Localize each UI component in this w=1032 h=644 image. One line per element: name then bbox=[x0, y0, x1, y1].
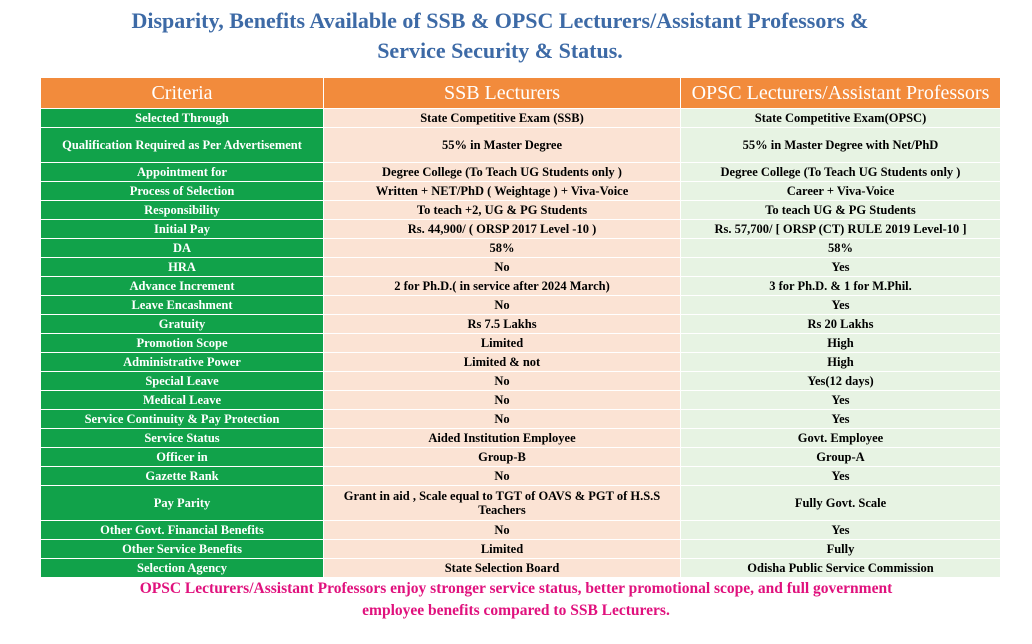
table-row bbox=[41, 220, 1001, 239]
summary-line-1: OPSC Lecturers/Assistant Professors enjoy stronger service status, better promotional scope, and full government bbox=[139, 580, 893, 597]
table-row bbox=[41, 410, 1001, 429]
table-row bbox=[41, 258, 1001, 277]
cell-opsc: High bbox=[681, 353, 1001, 372]
cell-ssb: No bbox=[324, 258, 681, 277]
table-row bbox=[41, 372, 1001, 391]
header-criteria: Criteria bbox=[41, 78, 324, 109]
table-row bbox=[41, 467, 1001, 486]
cell-criteria: Officer in bbox=[41, 448, 324, 467]
cell-opsc: 55% in Master Degree with Net/PhD bbox=[681, 128, 1001, 163]
cell-criteria: Pay Parity bbox=[41, 486, 324, 521]
comparison-table bbox=[40, 77, 1001, 578]
cell-opsc: Yes bbox=[681, 410, 1001, 429]
cell-ssb: No bbox=[324, 521, 681, 540]
cell-opsc: To teach UG & PG Students bbox=[681, 201, 1001, 220]
cell-opsc: 3 for Ph.D. & 1 for M.Phil. bbox=[681, 277, 1001, 296]
cell-criteria: Leave Encashment bbox=[41, 296, 324, 315]
cell-ssb: Aided Institution Employee bbox=[324, 429, 681, 448]
cell-opsc: High bbox=[681, 334, 1001, 353]
cell-criteria: DA bbox=[41, 239, 324, 258]
cell-ssb: To teach +2, UG & PG Students bbox=[324, 201, 681, 220]
cell-criteria: Administrative Power bbox=[41, 353, 324, 372]
cell-opsc: Degree College (To Teach UG Students only ) bbox=[681, 163, 1001, 182]
cell-ssb: Limited bbox=[324, 334, 681, 353]
cell-ssb: Written + NET/PhD ( Weightage ) + Viva-Voice bbox=[324, 182, 681, 201]
cell-criteria: Selected Through bbox=[41, 109, 324, 128]
table-row bbox=[41, 182, 1001, 201]
cell-ssb: State Competitive Exam (SSB) bbox=[324, 109, 681, 128]
table-row bbox=[41, 540, 1001, 559]
cell-ssb: No bbox=[324, 296, 681, 315]
cell-ssb: No bbox=[324, 391, 681, 410]
cell-criteria: Advance Increment bbox=[41, 277, 324, 296]
cell-criteria: Process of Selection bbox=[41, 182, 324, 201]
cell-ssb: Limited & not bbox=[324, 353, 681, 372]
cell-criteria: Special Leave bbox=[41, 372, 324, 391]
table-row bbox=[41, 239, 1001, 258]
cell-opsc: Fully bbox=[681, 540, 1001, 559]
cell-criteria: HRA bbox=[41, 258, 324, 277]
cell-criteria: Gratuity bbox=[41, 315, 324, 334]
table-row bbox=[41, 334, 1001, 353]
cell-criteria: Appointment for bbox=[41, 163, 324, 182]
cell-criteria: Promotion Scope bbox=[41, 334, 324, 353]
cell-criteria: Selection Agency bbox=[41, 559, 324, 578]
cell-opsc: Rs. 57,700/ [ ORSP (CT) RULE 2019 Level-10 ] bbox=[681, 220, 1001, 239]
cell-opsc: Fully Govt. Scale bbox=[681, 486, 1001, 521]
cell-opsc: Yes bbox=[681, 258, 1001, 277]
cell-opsc: Yes bbox=[681, 521, 1001, 540]
cell-ssb: 2 for Ph.D.( in service after 2024 March) bbox=[324, 277, 681, 296]
cell-ssb: Grant in aid , Scale equal to TGT of OAVS & PGT of H.S.S Teachers bbox=[324, 486, 681, 521]
cell-ssb: Rs. 44,900/ ( ORSP 2017 Level -10 ) bbox=[324, 220, 681, 239]
cell-ssb: Limited bbox=[324, 540, 681, 559]
cell-opsc: State Competitive Exam(OPSC) bbox=[681, 109, 1001, 128]
cell-criteria: Other Service Benefits bbox=[41, 540, 324, 559]
table-row bbox=[41, 201, 1001, 220]
cell-ssb: No bbox=[324, 410, 681, 429]
summary-line-2: employee benefits compared to SSB Lecturers. bbox=[362, 602, 670, 619]
cell-ssb: No bbox=[324, 467, 681, 486]
cell-ssb: State Selection Board bbox=[324, 559, 681, 578]
table-row bbox=[41, 277, 1001, 296]
cell-ssb: Degree College (To Teach UG Students only ) bbox=[324, 163, 681, 182]
table-row bbox=[41, 315, 1001, 334]
table-row bbox=[41, 109, 1001, 128]
cell-criteria: Initial Pay bbox=[41, 220, 324, 239]
cell-ssb: 58% bbox=[324, 239, 681, 258]
cell-ssb: Group-B bbox=[324, 448, 681, 467]
cell-opsc: Rs 20 Lakhs bbox=[681, 315, 1001, 334]
cell-opsc: Group-A bbox=[681, 448, 1001, 467]
table-row bbox=[41, 429, 1001, 448]
cell-criteria: Other Govt. Financial Benefits bbox=[41, 521, 324, 540]
table-row bbox=[41, 128, 1001, 163]
cell-opsc: Govt. Employee bbox=[681, 429, 1001, 448]
table-row bbox=[41, 296, 1001, 315]
cell-criteria: Medical Leave bbox=[41, 391, 324, 410]
cell-opsc: Odisha Public Service Commission bbox=[681, 559, 1001, 578]
cell-opsc: 58% bbox=[681, 239, 1001, 258]
cell-criteria: Responsibility bbox=[41, 201, 324, 220]
summary-note bbox=[0, 578, 1032, 622]
table-row bbox=[41, 163, 1001, 182]
cell-criteria: Gazette Rank bbox=[41, 467, 324, 486]
cell-opsc: Yes bbox=[681, 296, 1001, 315]
header-opsc: OPSC Lecturers/Assistant Professors bbox=[681, 78, 1001, 109]
cell-opsc: Career + Viva-Voice bbox=[681, 182, 1001, 201]
cell-ssb: 55% in Master Degree bbox=[324, 128, 681, 163]
cell-ssb: Rs 7.5 Lakhs bbox=[324, 315, 681, 334]
cell-opsc: Yes bbox=[681, 467, 1001, 486]
cell-criteria: Qualification Required as Per Advertisement bbox=[41, 128, 324, 163]
table-row bbox=[41, 448, 1001, 467]
table-row bbox=[41, 353, 1001, 372]
cell-criteria: Service Status bbox=[41, 429, 324, 448]
cell-opsc: Yes bbox=[681, 391, 1001, 410]
table-header-row bbox=[41, 78, 1001, 109]
title-line-1: Disparity, Benefits Available of SSB & OPSC Lecturers/Assistant Professors & bbox=[131, 8, 869, 33]
cell-ssb: No bbox=[324, 372, 681, 391]
table-row bbox=[41, 559, 1001, 578]
page-title bbox=[0, 6, 1000, 66]
cell-opsc: Yes(12 days) bbox=[681, 372, 1001, 391]
table-row bbox=[41, 391, 1001, 410]
table-row bbox=[41, 521, 1001, 540]
table-row bbox=[41, 486, 1001, 521]
title-line-2: Service Security & Status. bbox=[377, 38, 623, 63]
cell-criteria: Service Continuity & Pay Protection bbox=[41, 410, 324, 429]
header-ssb: SSB Lecturers bbox=[324, 78, 681, 109]
